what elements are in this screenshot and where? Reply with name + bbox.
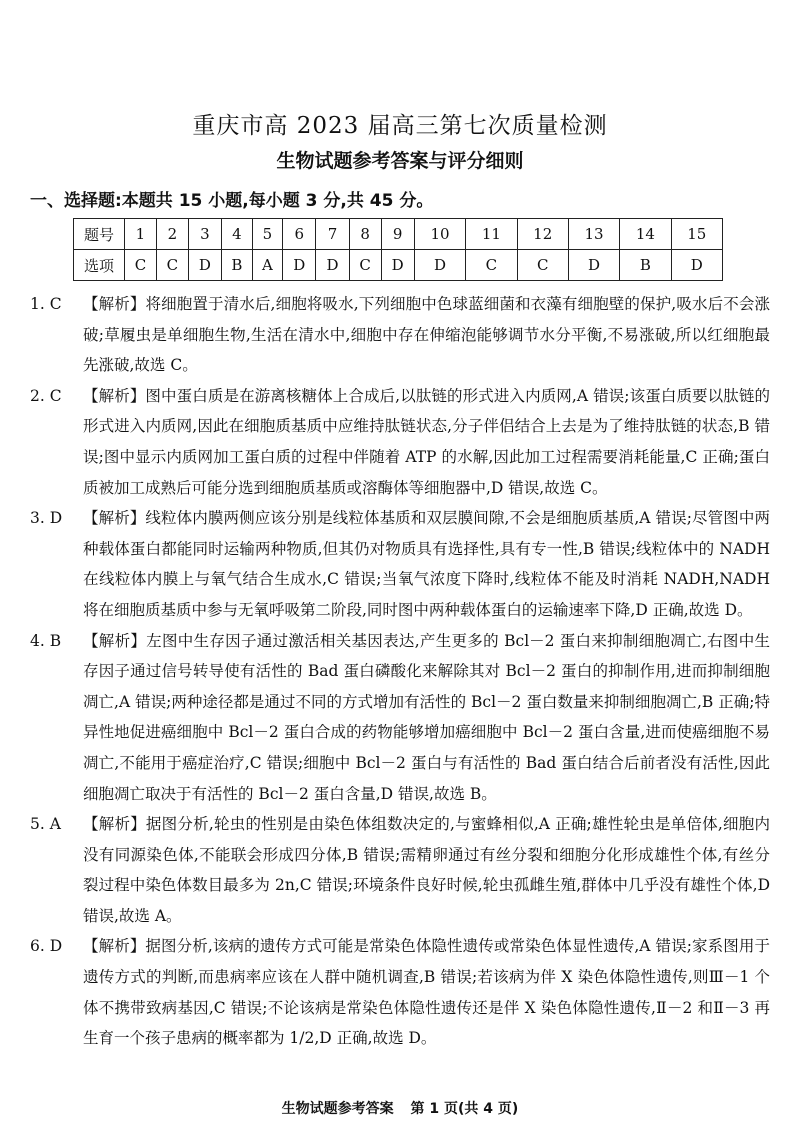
explanation-text: 【解析】据图分析,该病的遗传方式可能是常染色体隐性遗传或常染色体显性遗传,A 错误;家系图用于遗传方式的判断,而患病率应该在人群中随机调查,B 错误;若该病为伴 X 染色体隐性遗传,则Ⅲ－1 个体不携带致病基因,C 错误;不论该病是常染色体隐性遗传还是伴 X 染色体隐性遗传,Ⅱ－2 和Ⅱ－3 再生育一个孩子患病的概率都为 1/2,D 正确,故选 D。 (83, 937, 770, 1048)
question-number: 15 (671, 219, 722, 250)
answer-cell: D (414, 250, 465, 281)
answer-cell: D (316, 250, 349, 281)
answer-row (74, 250, 723, 281)
page-subtitle: 生物试题参考答案与评分细则 (276, 150, 524, 172)
explanation-label: 1. C (30, 295, 62, 313)
answer-cell: C (517, 250, 568, 281)
answer-cell: D (671, 250, 722, 281)
explanation-label: 6. D (30, 937, 63, 956)
answer-cell: C (349, 250, 381, 281)
question-number: 8 (349, 219, 381, 250)
explanation-label: 3. D (30, 509, 63, 528)
question-number: 13 (568, 219, 619, 250)
explanation-text: 【解析】左图中生存因子通过激活相关基因表达,产生更多的 Bcl－2 蛋白来抑制细胞凋亡,右图中生存因子通过信号转导使有活性的 Bad 蛋白磷酸化来解除其对 Bcl－2 蛋白的抑制作用,进而抑制细胞凋亡,A 错误;两种途径都是通过不同的方式增加有活性的 Bcl－2 蛋白数量来抑制细胞凋亡,B 正确;特异性地促进癌细胞中 Bcl－2 蛋白合成的药物能够增加癌细胞中 Bcl－2 蛋白含量,进而使癌细胞不易凋亡,不能用于癌症治疗,C 错误;细胞中 Bcl－2 蛋白与有活性的 Bad 蛋白结合后前者没有活性,因此细胞凋亡取决于有活性的 Bcl－2 蛋白含量,D 错误,故选 B。 (83, 631, 770, 803)
explanation-text: 【解析】将细胞置于清水后,细胞将吸水,下列细胞中色球蓝细菌和衣藻有细胞壁的保护,吸水后不会涨破;草履虫是单细胞生物,生活在清水中,细胞中存在伸缩泡能够调节水分平衡,不易涨破,所以红细胞最先涨破,故选 C。 (83, 295, 770, 375)
section-heading: 一、选择题:本题共 15 小题,每小题 3 分,共 45 分。 (30, 191, 434, 211)
answer-cell: B (222, 250, 253, 281)
question-number: 6 (283, 219, 316, 250)
explanation-item (30, 626, 770, 810)
question-number-row (74, 219, 723, 250)
explanation-label: 5. A (30, 815, 61, 834)
explanation-item (30, 381, 770, 503)
answer-cell: C (466, 250, 517, 281)
answer-cell: C (156, 250, 188, 281)
row-header-answer: 选项 (74, 250, 125, 281)
answer-cell: A (252, 250, 282, 281)
question-number: 1 (125, 219, 157, 250)
question-number: 4 (222, 219, 253, 250)
question-number: 5 (252, 219, 282, 250)
question-number: 14 (620, 219, 671, 250)
page-footer (0, 1098, 800, 1118)
answer-cell: D (568, 250, 619, 281)
question-number: 11 (466, 219, 517, 250)
question-number: 9 (381, 219, 414, 250)
row-header-number: 题号 (74, 219, 125, 250)
question-number: 7 (316, 219, 349, 250)
explanation-list (30, 289, 770, 1054)
explanation-label: 4. B (30, 631, 62, 650)
answer-cell: C (125, 250, 157, 281)
answer-cell: B (620, 250, 671, 281)
explanation-item (30, 809, 770, 931)
explanation-item (30, 503, 770, 625)
footer-page-info: 第 1 页(共 4 页) (410, 1101, 519, 1117)
explanation-text: 【解析】线粒体内膜两侧应该分别是线粒体基质和双层膜间隙,不会是细胞质基质,A 错误;尽管图中两种载体蛋白都能同时运输两种物质,但其仍对物质具有选择性,具有专一性,B 错误;线粒体中的 NADH 在线粒体内膜上与氧气结合生成水,C 错误;当氧气浓度下降时,线粒体不能及时消耗 NADH,NADH 将在细胞质基质中参与无氧呼吸第二阶段,同时图中两种载体蛋白的运输速率下降,D 正确,故选 D。 (83, 509, 770, 619)
explanation-text: 【解析】据图分析,轮虫的性别是由染色体组数决定的,与蜜蜂相似,A 正确;雄性轮虫是单倍体,细胞内没有同源染色体,不能联会形成四分体,B 错误;需精卵通过有丝分裂和细胞分化形成雄性个体,有丝分裂过程中染色体数目最多为 2n,C 错误;环境条件良好时候,轮虫孤雌生殖,群体中几乎没有雄性个体,D 错误,故选 A。 (83, 815, 770, 925)
answer-cell: D (381, 250, 414, 281)
question-number: 3 (188, 219, 221, 250)
explanation-item (30, 289, 770, 381)
question-number: 10 (414, 219, 465, 250)
footer-doc-name: 生物试题参考答案 (281, 1101, 394, 1117)
answer-cell: D (283, 250, 316, 281)
answer-table (73, 218, 723, 281)
page-title: 重庆市高 2023 届高三第七次质量检测 (192, 113, 608, 139)
question-number: 12 (517, 219, 568, 250)
explanation-text: 【解析】图中蛋白质是在游离核糖体上合成后,以肽链的形式进入内质网,A 错误;该蛋白质要以肽链的形式进入内质网,因此在细胞质基质中应维持肽链状态,分子伴侣结合上去是为了维持肽链的状态,B 错误;图中显示内质网加工蛋白质的过程中伴随着 ATP 的水解,因此加工过程需要消耗能量,C 正确;蛋白质被加工成熟后可能分选到细胞质基质或溶酶体等细胞器中,D 错误,故选 C。 (83, 386, 770, 497)
question-number: 2 (156, 219, 188, 250)
explanation-label: 2. C (30, 386, 62, 405)
answer-cell: D (188, 250, 221, 281)
explanation-item (30, 931, 770, 1053)
